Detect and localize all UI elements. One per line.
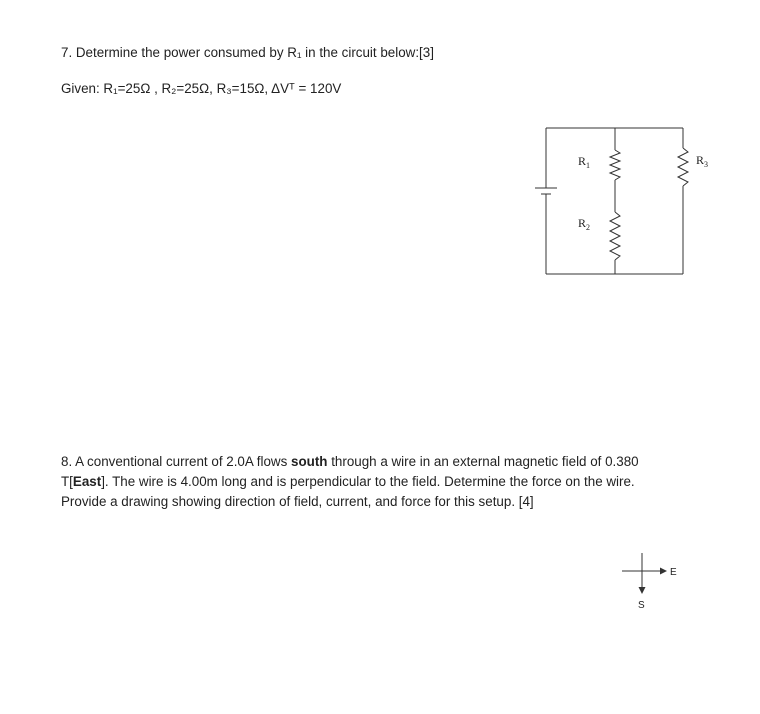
r1-label: R [578, 154, 587, 168]
total-voltage-value: ΔVᵀ = 120V [271, 81, 342, 96]
line-text: ]. The wire is 4.00m long and is perpendicular to the field. Determine the force on the wire. [101, 474, 635, 489]
south-label: S [638, 600, 645, 611]
r3-label: R [696, 153, 705, 167]
r2-label-sub: 2 [586, 223, 590, 232]
east-arrow-head-icon [660, 568, 667, 575]
r1-resistor [610, 150, 620, 180]
separator: , [264, 81, 272, 96]
r3-resistor [678, 148, 688, 186]
question-8-line-2 [61, 472, 635, 492]
line-text: through a wire in an external magnetic field of 0.380 [327, 454, 639, 469]
r2-value: R₂=25Ω [161, 81, 210, 96]
r1-label-sub: 1 [586, 161, 590, 170]
separator: , [150, 81, 162, 96]
r2-label: R [578, 216, 587, 230]
r3-value: R₃=15Ω [216, 81, 265, 96]
given-label: Given: [61, 81, 104, 96]
question-8-line-3: Provide a drawing showing direction of field, current, and force for this setup. [4] [61, 494, 534, 509]
r2-resistor [610, 212, 620, 260]
question-7-title: 7. Determine the power consumed by R₁ in the circuit below:[3] [61, 45, 434, 60]
line-text: T[ [61, 474, 73, 489]
r3-label-sub: 3 [704, 160, 708, 169]
separator: , [209, 81, 217, 96]
question-8-line-1 [61, 452, 639, 472]
east-label: E [670, 567, 677, 578]
r1-value: R₁=25Ω [103, 81, 151, 96]
compass [622, 553, 677, 611]
direction-east: East [72, 474, 102, 489]
south-arrow-head-icon [639, 587, 646, 594]
line-text: 8. A conventional current of 2.0A flows [61, 454, 292, 469]
direction-south: south [291, 454, 328, 469]
